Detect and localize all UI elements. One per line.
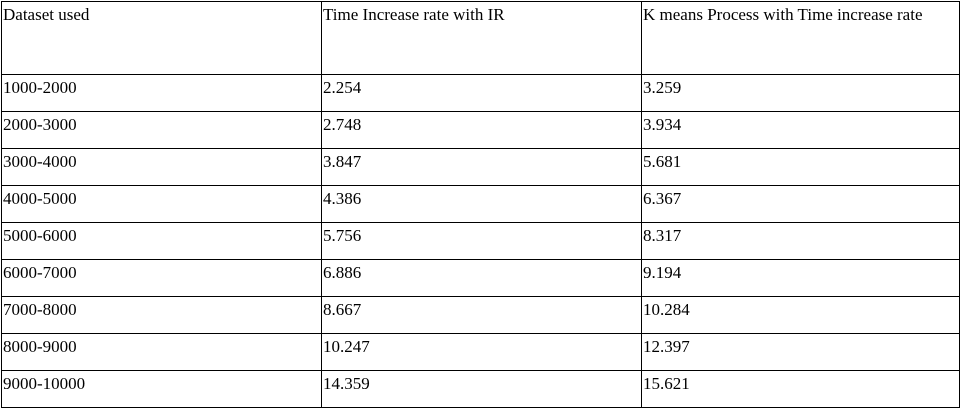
table-row (2, 334, 960, 371)
cell-dataset: 5000-6000 (2, 223, 322, 260)
cell-time-ir: 4.386 (322, 186, 642, 223)
cell-time-kmeans: 15.621 (642, 371, 960, 408)
table-row (2, 149, 960, 186)
cell-dataset: 7000-8000 (2, 297, 322, 334)
header-kmeans-time-increase-rate: K means Process with Time increase rate (642, 2, 960, 75)
cell-time-kmeans: 3.934 (642, 112, 960, 149)
cell-dataset: 3000-4000 (2, 149, 322, 186)
cell-time-kmeans: 9.194 (642, 260, 960, 297)
cell-time-kmeans: 8.317 (642, 223, 960, 260)
table-row (2, 371, 960, 408)
table-row (2, 260, 960, 297)
cell-time-ir: 3.847 (322, 149, 642, 186)
cell-time-kmeans: 12.397 (642, 334, 960, 371)
cell-time-kmeans: 6.367 (642, 186, 960, 223)
cell-dataset: 6000-7000 (2, 260, 322, 297)
cell-dataset: 4000-5000 (2, 186, 322, 223)
table-row (2, 223, 960, 260)
cell-time-ir: 8.667 (322, 297, 642, 334)
cell-time-ir: 2.748 (322, 112, 642, 149)
cell-time-kmeans: 10.284 (642, 297, 960, 334)
data-table (1, 1, 960, 408)
cell-time-kmeans: 5.681 (642, 149, 960, 186)
table-header (2, 2, 960, 75)
cell-dataset: 2000-3000 (2, 112, 322, 149)
table-row (2, 186, 960, 223)
cell-time-ir: 5.756 (322, 223, 642, 260)
cell-dataset: 8000-9000 (2, 334, 322, 371)
cell-dataset: 9000-10000 (2, 371, 322, 408)
cell-time-ir: 10.247 (322, 334, 642, 371)
header-time-increase-rate-ir: Time Increase rate with IR (322, 2, 642, 75)
cell-time-kmeans: 3.259 (642, 75, 960, 112)
cell-time-ir: 2.254 (322, 75, 642, 112)
table-row (2, 75, 960, 112)
table-body (2, 75, 960, 408)
cell-time-ir: 14.359 (322, 371, 642, 408)
cell-time-ir: 6.886 (322, 260, 642, 297)
table-row (2, 297, 960, 334)
header-row (2, 2, 960, 75)
table-row (2, 112, 960, 149)
header-dataset-used: Dataset used (2, 2, 322, 75)
cell-dataset: 1000-2000 (2, 75, 322, 112)
